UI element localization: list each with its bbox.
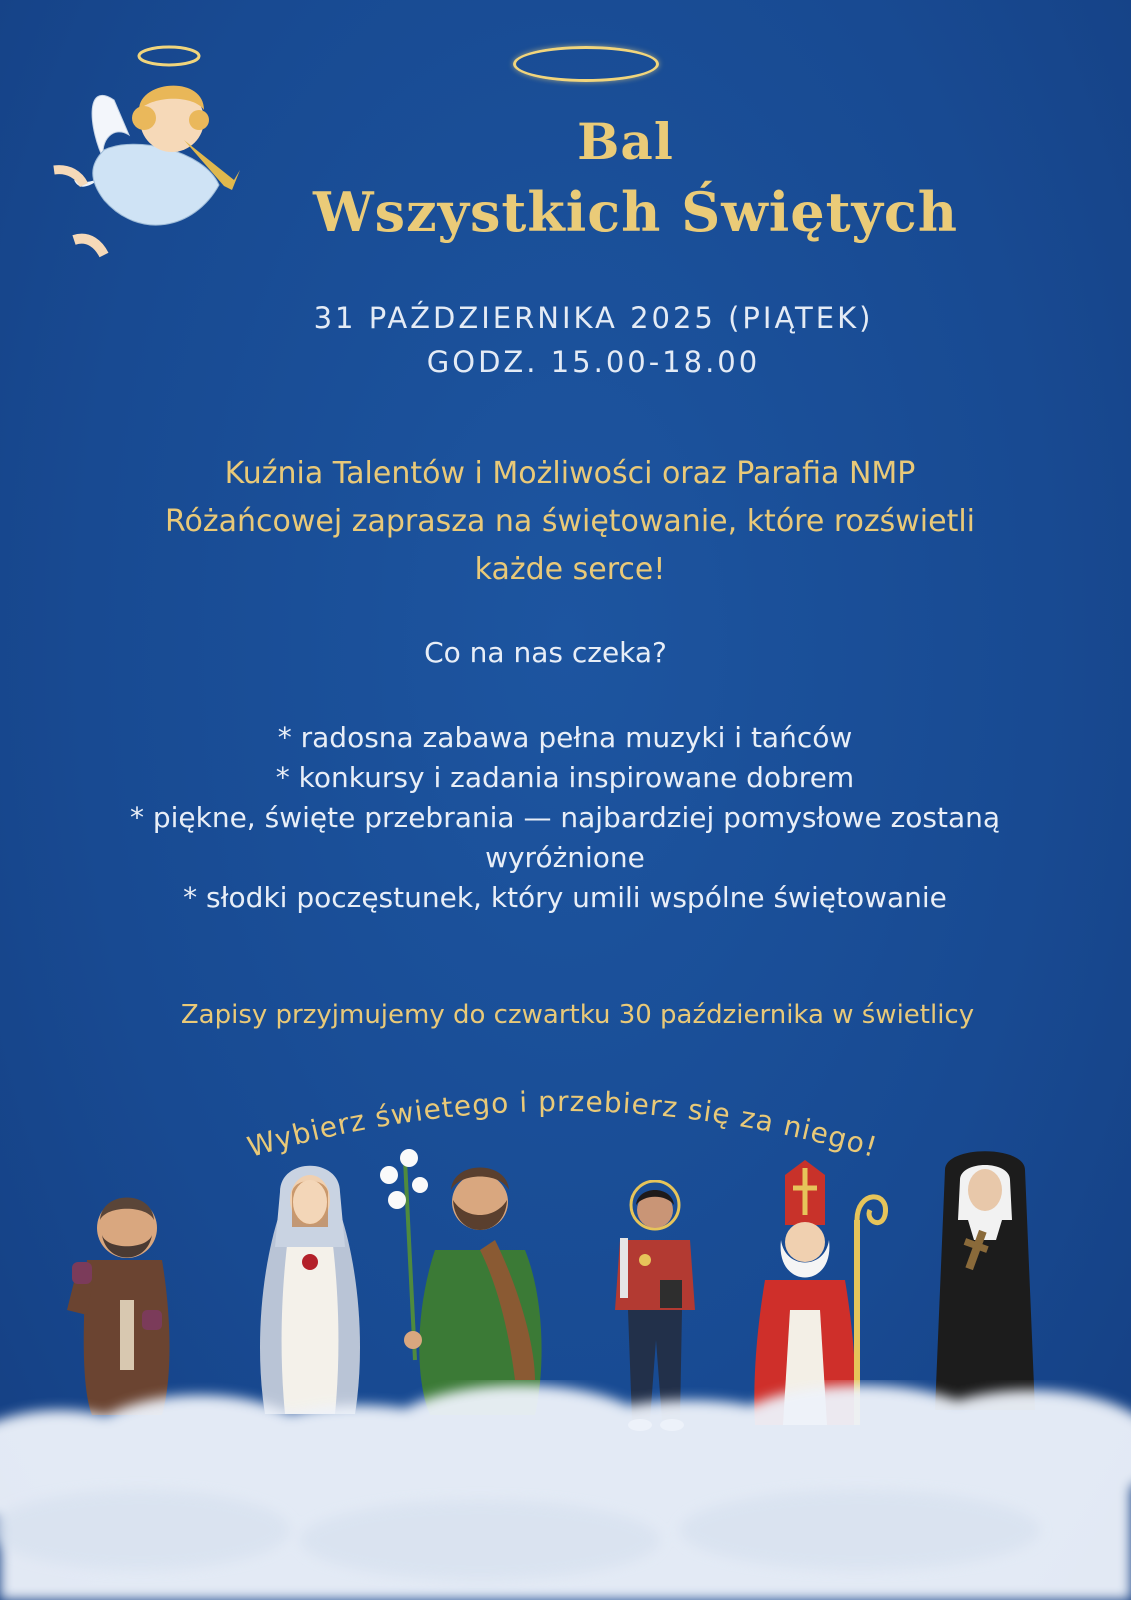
activity-item: * radosna zabawa pełna muzyki i tańców <box>277 721 853 754</box>
activity-item: wyróżnione <box>485 841 645 874</box>
saint-joseph-with-lily <box>375 1140 555 1420</box>
event-date: 31 PAŹDZIERNIKA 2025 (PIĄTEK) <box>313 301 874 335</box>
activity-item: * słodki poczęstunek, który umili wspólne świętowanie <box>183 881 947 914</box>
event-time: GODZ. 15.00-18.00 <box>426 345 761 379</box>
clouds-decoration <box>0 1380 1131 1600</box>
question-heading: Co na nas czeka? <box>424 636 667 669</box>
nun-saint-with-cross <box>920 1150 1050 1410</box>
invitation-line-2: Różańcowej zaprasza na świętowanie, które rozświetli <box>164 504 976 539</box>
title-line-2: Wszystkich Świętych <box>312 180 959 244</box>
activity-item: * piękne, święte przebrania — najbardziej pomysłowe zostaną <box>129 801 1001 834</box>
invitation-text <box>60 450 1080 594</box>
activity-item: * konkursy i zadania inspirowane dobrem <box>275 761 855 794</box>
title-line-1: Bal <box>577 112 674 171</box>
invitation-line-1: Kuźnia Talentów i Możliwości oraz Parafia NMP <box>224 456 916 491</box>
halo-decoration <box>513 46 659 82</box>
signup-info: Zapisy przyjmujemy do czwartku 30 października w świetlicy <box>180 1000 975 1030</box>
invitation-line-3: każde serce! <box>474 552 666 587</box>
activity-list <box>40 718 1090 918</box>
arc-caption-text: Wybierz świetego i przebierz się za niego! <box>243 1084 882 1165</box>
